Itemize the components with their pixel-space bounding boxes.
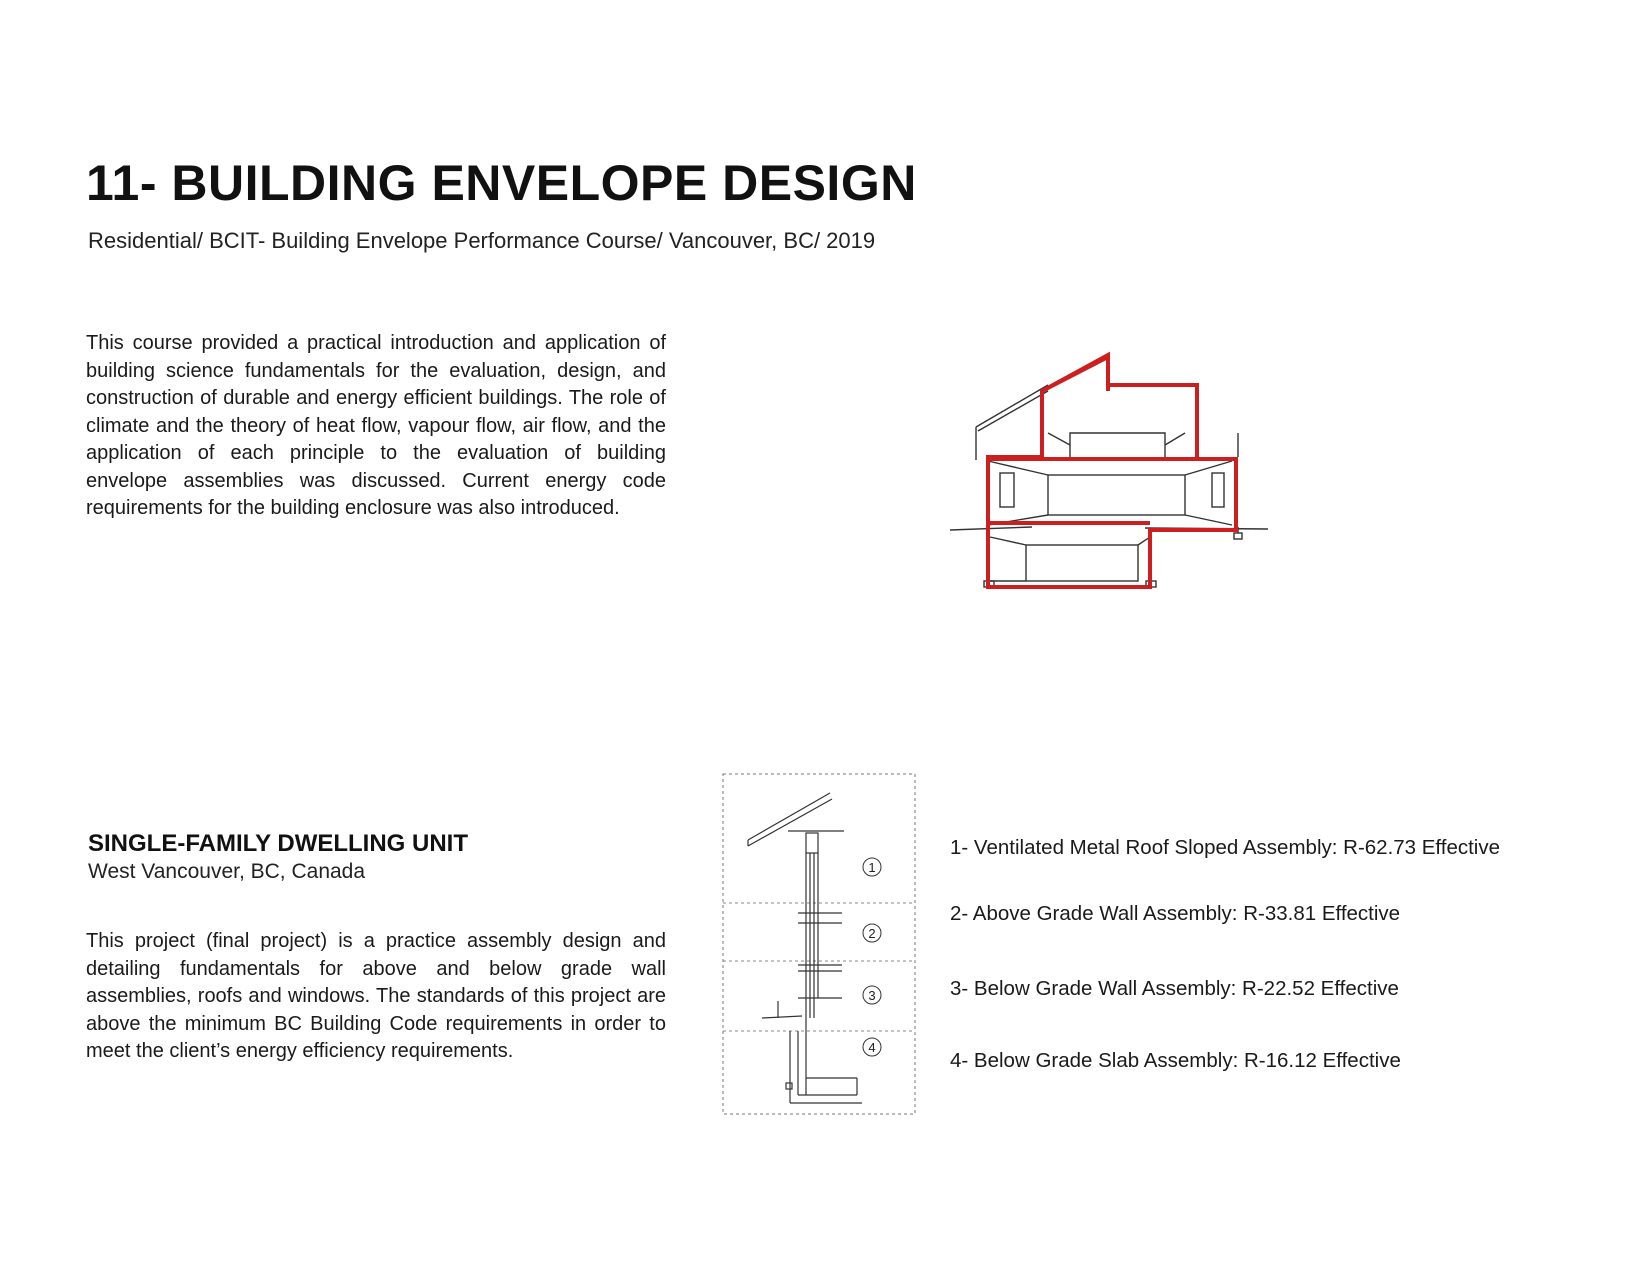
project-heading: SINGLE-FAMILY DWELLING UNIT (88, 830, 469, 857)
detail-marker-1-label: 1 (868, 860, 876, 875)
section-linework (950, 385, 1268, 587)
assembly-item-above-grade-wall: 2- Above Grade Wall Assembly: R-33.81 Effective (950, 902, 1401, 925)
project-location: West Vancouver, BC, Canada (88, 860, 366, 883)
assembly-item-below-grade-slab: 4- Below Grade Slab Assembly: R-16.12 Effective (950, 1049, 1401, 1072)
assembly-item-below-grade-wall: 3- Below Grade Wall Assembly: R-22.52 Effective (950, 977, 1399, 1000)
detail-frame (723, 774, 915, 1114)
assembly-item-roof: 1- Ventilated Metal Roof Sloped Assembly: R-62.73 Effective (950, 836, 1501, 859)
detail-divider-lines (723, 903, 915, 1031)
project-paragraph: This project (final project) is a practice assembly design and detailing fundamentals for above and below grade wall assemblies, roofs and windows. The standards of this project are above the minimum BC Building Code requirements in order to meet the client’s energy efficiency requirements. (86, 930, 666, 1062)
intro-paragraph: This course provided a practical introduction and application of building science fundamentals for the evaluation, design, and construction of durable and energy efficient buildings. The role of climate and the theory of heat flow, vapour flow, air flow, and the application of each principle to the evaluation of building envelope assemblies was discussed. Current energy code requirements for the building enclosure was also introduced. (86, 332, 666, 519)
detail-markers (863, 858, 881, 1056)
detail-marker-3-label: 3 (868, 988, 876, 1003)
wall-section-detail (722, 773, 916, 1115)
detail-linework (748, 793, 862, 1103)
detail-marker-2-label: 2 (868, 926, 876, 941)
page-title: 11- BUILDING ENVELOPE DESIGN (86, 155, 917, 211)
building-section-drawing (940, 345, 1280, 595)
page-subtitle: Residential/ BCIT- Building Envelope Performance Course/ Vancouver, BC/ 2019 (88, 228, 876, 253)
detail-marker-4-label: 4 (868, 1040, 876, 1055)
